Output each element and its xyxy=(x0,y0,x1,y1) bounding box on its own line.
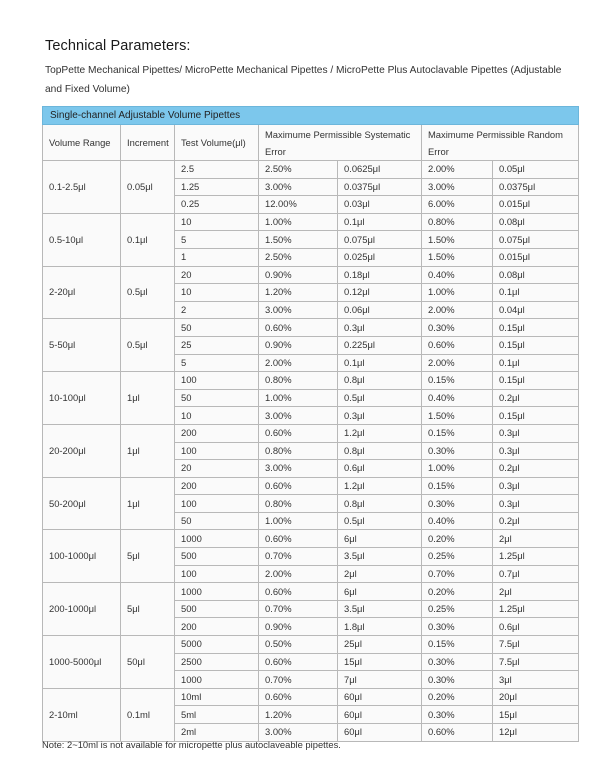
systematic-error-percent-cell: 2.50% xyxy=(259,248,338,266)
systematic-error-percent-cell: 1.00% xyxy=(259,213,338,231)
test-volume-cell: 50 xyxy=(175,389,259,407)
systematic-error-percent-cell: 2.00% xyxy=(259,565,338,583)
volume-range-cell: 5-50μl xyxy=(43,319,121,372)
random-error-volume-cell: 0.7μl xyxy=(493,565,579,583)
random-error-volume-cell: 0.15μl xyxy=(493,372,579,390)
systematic-error-volume-cell: 3.5μl xyxy=(338,600,422,618)
random-error-percent-cell: 0.40% xyxy=(422,266,493,284)
systematic-error-volume-cell: 0.5μl xyxy=(338,389,422,407)
systematic-error-percent-cell: 0.50% xyxy=(259,636,338,654)
systematic-error-percent-cell: 0.80% xyxy=(259,372,338,390)
increment-cell: 0.5μl xyxy=(121,319,175,372)
increment-cell: 0.1μl xyxy=(121,213,175,266)
test-volume-cell: 500 xyxy=(175,548,259,566)
random-error-volume-cell: 0.04μl xyxy=(493,301,579,319)
systematic-error-percent-cell: 1.20% xyxy=(259,284,338,302)
table-row xyxy=(43,583,579,601)
test-volume-cell: 100 xyxy=(175,495,259,513)
test-volume-cell: 10 xyxy=(175,213,259,231)
test-volume-cell: 5000 xyxy=(175,636,259,654)
systematic-error-volume-cell: 60μl xyxy=(338,706,422,724)
random-error-percent-cell: 1.50% xyxy=(422,248,493,266)
increment-cell: 0.05μl xyxy=(121,161,175,214)
random-error-volume-cell: 0.1μl xyxy=(493,284,579,302)
table-row xyxy=(43,530,579,548)
systematic-error-percent-cell: 1.00% xyxy=(259,512,338,530)
random-error-percent-cell: 0.25% xyxy=(422,548,493,566)
header-systematic-error: Maximume Permissible Systematic Error xyxy=(259,125,422,161)
systematic-error-percent-cell: 1.50% xyxy=(259,231,338,249)
random-error-percent-cell: 0.30% xyxy=(422,706,493,724)
systematic-error-volume-cell: 0.8μl xyxy=(338,372,422,390)
test-volume-cell: 2ml xyxy=(175,724,259,742)
random-error-percent-cell: 0.15% xyxy=(422,477,493,495)
random-error-volume-cell: 1.25μl xyxy=(493,600,579,618)
systematic-error-volume-cell: 6μl xyxy=(338,530,422,548)
footnote: Note: 2~10ml is not available for micropette plus autoclaveable pipettes. xyxy=(42,739,341,750)
systematic-error-percent-cell: 0.60% xyxy=(259,688,338,706)
random-error-volume-cell: 2μl xyxy=(493,530,579,548)
systematic-error-volume-cell: 0.075μl xyxy=(338,231,422,249)
volume-range-cell: 50-200μl xyxy=(43,477,121,530)
test-volume-cell: 5ml xyxy=(175,706,259,724)
volume-range-cell: 10-100μl xyxy=(43,372,121,425)
random-error-percent-cell: 0.40% xyxy=(422,389,493,407)
increment-cell: 0.1ml xyxy=(121,688,175,741)
random-error-percent-cell: 0.20% xyxy=(422,530,493,548)
increment-cell: 50μl xyxy=(121,636,175,689)
systematic-error-percent-cell: 12.00% xyxy=(259,196,338,214)
random-error-percent-cell: 1.50% xyxy=(422,231,493,249)
systematic-error-volume-cell: 0.18μl xyxy=(338,266,422,284)
systematic-error-volume-cell: 25μl xyxy=(338,636,422,654)
random-error-percent-cell: 0.30% xyxy=(422,653,493,671)
test-volume-cell: 1.25 xyxy=(175,178,259,196)
random-error-percent-cell: 0.30% xyxy=(422,495,493,513)
volume-range-cell: 0.5-10μl xyxy=(43,213,121,266)
random-error-volume-cell: 0.6μl xyxy=(493,618,579,636)
random-error-percent-cell: 0.15% xyxy=(422,372,493,390)
volume-range-cell: 0.1-2.5μl xyxy=(43,161,121,214)
test-volume-cell: 100 xyxy=(175,372,259,390)
systematic-error-percent-cell: 0.80% xyxy=(259,495,338,513)
random-error-volume-cell: 1.25μl xyxy=(493,548,579,566)
systematic-error-volume-cell: 0.8μl xyxy=(338,495,422,513)
systematic-error-volume-cell: 60μl xyxy=(338,688,422,706)
volume-range-cell: 200-1000μl xyxy=(43,583,121,636)
volume-range-cell: 1000-5000μl xyxy=(43,636,121,689)
random-error-volume-cell: 0.08μl xyxy=(493,266,579,284)
systematic-error-volume-cell: 2μl xyxy=(338,565,422,583)
table-band-title: Single-channel Adjustable Volume Pipettes xyxy=(43,107,579,125)
random-error-volume-cell: 7.5μl xyxy=(493,653,579,671)
test-volume-cell: 25 xyxy=(175,336,259,354)
systematic-error-volume-cell: 0.225μl xyxy=(338,336,422,354)
systematic-error-percent-cell: 0.60% xyxy=(259,424,338,442)
test-volume-cell: 2 xyxy=(175,301,259,319)
random-error-percent-cell: 1.00% xyxy=(422,460,493,478)
test-volume-cell: 100 xyxy=(175,565,259,583)
table-row xyxy=(43,372,579,390)
random-error-volume-cell: 20μl xyxy=(493,688,579,706)
systematic-error-percent-cell: 0.70% xyxy=(259,548,338,566)
page-title: Technical Parameters: xyxy=(45,38,191,54)
test-volume-cell: 20 xyxy=(175,460,259,478)
systematic-error-percent-cell: 2.50% xyxy=(259,161,338,179)
systematic-error-percent-cell: 0.60% xyxy=(259,653,338,671)
systematic-error-percent-cell: 1.20% xyxy=(259,706,338,724)
random-error-volume-cell: 0.1μl xyxy=(493,354,579,372)
test-volume-cell: 2.5 xyxy=(175,161,259,179)
systematic-error-volume-cell: 3.5μl xyxy=(338,548,422,566)
table-row xyxy=(43,424,579,442)
test-volume-cell: 500 xyxy=(175,600,259,618)
random-error-percent-cell: 0.30% xyxy=(422,442,493,460)
systematic-error-volume-cell: 0.1μl xyxy=(338,354,422,372)
systematic-error-volume-cell: 0.5μl xyxy=(338,512,422,530)
systematic-error-percent-cell: 2.00% xyxy=(259,354,338,372)
random-error-volume-cell: 0.15μl xyxy=(493,336,579,354)
systematic-error-volume-cell: 0.1μl xyxy=(338,213,422,231)
increment-cell: 5μl xyxy=(121,583,175,636)
systematic-error-percent-cell: 0.90% xyxy=(259,618,338,636)
random-error-percent-cell: 2.00% xyxy=(422,354,493,372)
random-error-percent-cell: 0.30% xyxy=(422,319,493,337)
pipette-specs-table xyxy=(42,106,579,742)
volume-range-cell: 2-10ml xyxy=(43,688,121,741)
random-error-percent-cell: 0.30% xyxy=(422,618,493,636)
random-error-volume-cell: 7.5μl xyxy=(493,636,579,654)
random-error-percent-cell: 0.60% xyxy=(422,724,493,742)
systematic-error-percent-cell: 0.90% xyxy=(259,336,338,354)
systematic-error-volume-cell: 1.8μl xyxy=(338,618,422,636)
systematic-error-volume-cell: 7μl xyxy=(338,671,422,689)
test-volume-cell: 200 xyxy=(175,424,259,442)
systematic-error-percent-cell: 3.00% xyxy=(259,724,338,742)
volume-range-cell: 20-200μl xyxy=(43,424,121,477)
table-row xyxy=(43,161,579,179)
random-error-volume-cell: 12μl xyxy=(493,724,579,742)
systematic-error-volume-cell: 0.025μl xyxy=(338,248,422,266)
test-volume-cell: 50 xyxy=(175,512,259,530)
random-error-percent-cell: 0.80% xyxy=(422,213,493,231)
systematic-error-volume-cell: 1.2μl xyxy=(338,477,422,495)
table-row xyxy=(43,688,579,706)
test-volume-cell: 5 xyxy=(175,354,259,372)
table-header-row xyxy=(43,125,579,161)
random-error-volume-cell: 3μl xyxy=(493,671,579,689)
random-error-volume-cell: 0.2μl xyxy=(493,460,579,478)
random-error-volume-cell: 2μl xyxy=(493,583,579,601)
test-volume-cell: 1 xyxy=(175,248,259,266)
random-error-volume-cell: 0.08μl xyxy=(493,213,579,231)
systematic-error-percent-cell: 0.70% xyxy=(259,600,338,618)
table-row xyxy=(43,213,579,231)
random-error-percent-cell: 2.00% xyxy=(422,161,493,179)
random-error-volume-cell: 15μl xyxy=(493,706,579,724)
systematic-error-volume-cell: 0.03μl xyxy=(338,196,422,214)
systematic-error-percent-cell: 0.60% xyxy=(259,477,338,495)
test-volume-cell: 200 xyxy=(175,477,259,495)
systematic-error-volume-cell: 15μl xyxy=(338,653,422,671)
systematic-error-percent-cell: 0.60% xyxy=(259,530,338,548)
random-error-percent-cell: 1.00% xyxy=(422,284,493,302)
table-row xyxy=(43,477,579,495)
systematic-error-percent-cell: 0.70% xyxy=(259,671,338,689)
test-volume-cell: 200 xyxy=(175,618,259,636)
table-band-row xyxy=(43,107,579,125)
systematic-error-volume-cell: 0.0625μl xyxy=(338,161,422,179)
increment-cell: 1μl xyxy=(121,372,175,425)
header-test-volume: Test Volume(μl) xyxy=(175,125,259,161)
random-error-volume-cell: 0.3μl xyxy=(493,495,579,513)
test-volume-cell: 100 xyxy=(175,442,259,460)
systematic-error-volume-cell: 0.12μl xyxy=(338,284,422,302)
systematic-error-volume-cell: 1.2μl xyxy=(338,424,422,442)
systematic-error-volume-cell: 0.8μl xyxy=(338,442,422,460)
systematic-error-volume-cell: 60μl xyxy=(338,724,422,742)
test-volume-cell: 20 xyxy=(175,266,259,284)
random-error-percent-cell: 1.50% xyxy=(422,407,493,425)
increment-cell: 1μl xyxy=(121,477,175,530)
test-volume-cell: 1000 xyxy=(175,583,259,601)
random-error-volume-cell: 0.075μl xyxy=(493,231,579,249)
test-volume-cell: 1000 xyxy=(175,671,259,689)
systematic-error-volume-cell: 0.0375μl xyxy=(338,178,422,196)
volume-range-cell: 100-1000μl xyxy=(43,530,121,583)
systematic-error-percent-cell: 0.90% xyxy=(259,266,338,284)
test-volume-cell: 50 xyxy=(175,319,259,337)
systematic-error-volume-cell: 0.06μl xyxy=(338,301,422,319)
random-error-volume-cell: 0.15μl xyxy=(493,319,579,337)
systematic-error-volume-cell: 6μl xyxy=(338,583,422,601)
systematic-error-percent-cell: 0.80% xyxy=(259,442,338,460)
header-increment: Increment xyxy=(121,125,175,161)
random-error-percent-cell: 0.40% xyxy=(422,512,493,530)
test-volume-cell: 10ml xyxy=(175,688,259,706)
random-error-volume-cell: 0.3μl xyxy=(493,442,579,460)
increment-cell: 1μl xyxy=(121,424,175,477)
random-error-percent-cell: 0.25% xyxy=(422,600,493,618)
random-error-volume-cell: 0.15μl xyxy=(493,407,579,425)
product-line-subtitle: TopPette Mechanical Pipettes/ MicroPette Mechanical Pipettes / MicroPette Plus Autoclavable Pipettes (Adjustable and Fixed Volume) xyxy=(45,65,562,95)
systematic-error-percent-cell: 3.00% xyxy=(259,407,338,425)
random-error-percent-cell: 2.00% xyxy=(422,301,493,319)
increment-cell: 5μl xyxy=(121,530,175,583)
random-error-percent-cell: 0.60% xyxy=(422,336,493,354)
systematic-error-percent-cell: 0.60% xyxy=(259,319,338,337)
volume-range-cell: 2-20μl xyxy=(43,266,121,319)
test-volume-cell: 10 xyxy=(175,284,259,302)
systematic-error-volume-cell: 0.6μl xyxy=(338,460,422,478)
systematic-error-percent-cell: 0.60% xyxy=(259,583,338,601)
test-volume-cell: 10 xyxy=(175,407,259,425)
systematic-error-volume-cell: 0.3μl xyxy=(338,319,422,337)
random-error-percent-cell: 0.15% xyxy=(422,424,493,442)
random-error-volume-cell: 0.3μl xyxy=(493,424,579,442)
header-volume-range: Volume Range xyxy=(43,125,121,161)
systematic-error-percent-cell: 1.00% xyxy=(259,389,338,407)
increment-cell: 0.5μl xyxy=(121,266,175,319)
random-error-percent-cell: 0.20% xyxy=(422,583,493,601)
random-error-percent-cell: 0.20% xyxy=(422,688,493,706)
table-row xyxy=(43,319,579,337)
test-volume-cell: 2500 xyxy=(175,653,259,671)
systematic-error-percent-cell: 3.00% xyxy=(259,301,338,319)
random-error-volume-cell: 0.2μl xyxy=(493,389,579,407)
header-random-error: Maximume Permissible Random Error xyxy=(422,125,579,161)
test-volume-cell: 1000 xyxy=(175,530,259,548)
table-row xyxy=(43,636,579,654)
random-error-volume-cell: 0.3μl xyxy=(493,477,579,495)
random-error-percent-cell: 0.30% xyxy=(422,671,493,689)
systematic-error-volume-cell: 0.3μl xyxy=(338,407,422,425)
random-error-percent-cell: 0.15% xyxy=(422,636,493,654)
random-error-percent-cell: 0.70% xyxy=(422,565,493,583)
test-volume-cell: 0.25 xyxy=(175,196,259,214)
test-volume-cell: 5 xyxy=(175,231,259,249)
table-row xyxy=(43,266,579,284)
random-error-percent-cell: 6.00% xyxy=(422,196,493,214)
random-error-volume-cell: 0.015μl xyxy=(493,196,579,214)
systematic-error-percent-cell: 3.00% xyxy=(259,178,338,196)
random-error-volume-cell: 0.015μl xyxy=(493,248,579,266)
systematic-error-percent-cell: 3.00% xyxy=(259,460,338,478)
random-error-volume-cell: 0.05μl xyxy=(493,161,579,179)
random-error-percent-cell: 3.00% xyxy=(422,178,493,196)
random-error-volume-cell: 0.0375μl xyxy=(493,178,579,196)
random-error-volume-cell: 0.2μl xyxy=(493,512,579,530)
